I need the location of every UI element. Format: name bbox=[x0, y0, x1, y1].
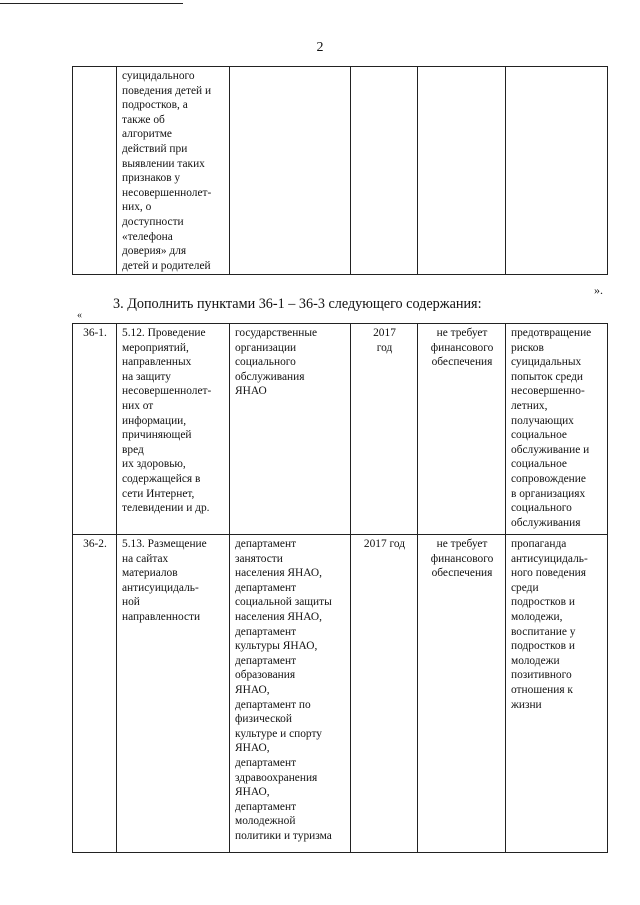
opening-quote-mark: « bbox=[77, 310, 82, 321]
inserted-items-table bbox=[72, 323, 608, 853]
closing-quote-mark: ». bbox=[594, 283, 603, 297]
period-cell: 2017 год bbox=[351, 324, 418, 535]
result-cell: предотвращение рисков суицидальных попыток среди несовершенно- летних, получающих социальное обслуживание и социальное сопровождение в организациях социального обслуживания bbox=[506, 324, 608, 535]
table-row bbox=[73, 324, 608, 535]
funding-cell: не требует финансового обеспечения bbox=[418, 324, 506, 535]
section-heading: 3. Дополнить пунктами 36-1 – 36-3 следующего содержания: bbox=[113, 296, 482, 312]
funding-cell: не требует финансового обеспечения bbox=[418, 535, 506, 853]
executors-cell: государственные организации социального обслуживания ЯНАО bbox=[230, 324, 351, 535]
executors-cell bbox=[230, 67, 351, 275]
continued-table bbox=[72, 66, 608, 275]
table-row bbox=[73, 67, 608, 275]
row-number: 36-1. bbox=[73, 324, 117, 535]
measure-text: 5.13. Размещение на сайтах материалов антисуицидаль- ной направленности bbox=[117, 535, 230, 853]
period-cell: 2017 год bbox=[351, 535, 418, 853]
result-cell: пропаганда антисуицидаль- ного поведения среди подростков и молодежи, воспитание у подростков и молодежи позитивного отношения к жизни bbox=[506, 535, 608, 853]
funding-cell bbox=[418, 67, 506, 275]
measure-text: 5.12. Проведение мероприятий, направленных на защиту несовершеннолет- них от информации, причиняющей вред их здоровью, содержащейся в сети Интернет, телевидении и др. bbox=[117, 324, 230, 535]
measure-text: суицидального поведения детей и подростков, а также об алгоритме действий при выявлении таких признаков у несовершеннолет- них, о доступности «телефона доверия» для детей и родителей bbox=[117, 67, 230, 275]
table-row bbox=[73, 535, 608, 853]
result-cell bbox=[506, 67, 608, 275]
row-number bbox=[73, 67, 117, 275]
row-number: 36-2. bbox=[73, 535, 117, 853]
executors-cell: департамент занятости населения ЯНАО, департамент социальной защиты населения ЯНАО, департамент культуры ЯНАО, департамент образования ЯНАО, департамент по физической культуре и спорту ЯНАО, департамент здравоохранения ЯНАО, департамент молодежной политики и туризма bbox=[230, 535, 351, 853]
page-number: 2 bbox=[316, 40, 324, 55]
header-rule bbox=[0, 3, 183, 4]
period-cell bbox=[351, 67, 418, 275]
